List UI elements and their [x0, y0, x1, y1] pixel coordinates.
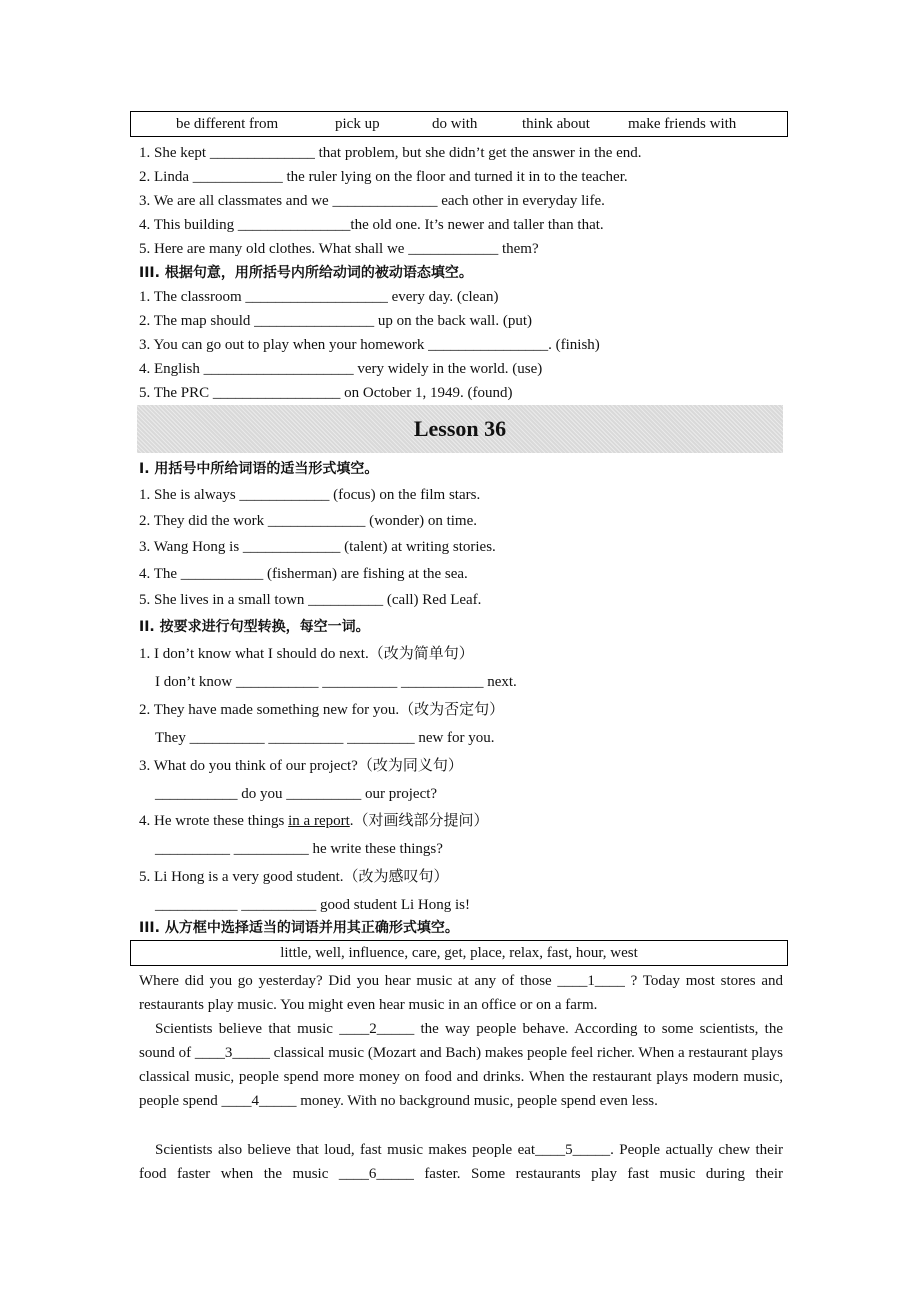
l36-p2-q5: 5. Li Hong is a very good student.（改为感叹句） [139, 869, 449, 885]
lesson-title: Lesson 36 [413, 416, 507, 441]
l36-p1-item-5: 5. She lives in a small town __________ (call) Red Leaf. [139, 592, 482, 608]
passage-para-3: Scientists also believe that loud, fast music makes people eat____5_____. People actually chew their food faster when the music ____6_____ faster. Some restaurants play fast music during their [139, 1142, 783, 1182]
phrase-4: think about [522, 116, 590, 132]
lesson-banner [137, 405, 783, 453]
word-box-text: little, well, influence, care, get, place, relax, fast, hour, west [280, 945, 638, 961]
l36-p2-q3: 3. What do you think of our project?（改为同义句） [139, 758, 463, 774]
word-box [130, 940, 788, 966]
passage-para-1: Where did you go yesterday? Did you hear music at any of those ____1____ ? Today most stores and restaurants play music. You might even hear music in an office or on a farm. [139, 973, 783, 1013]
l36-p2-a2: They __________ __________ _________ new for you. [155, 730, 495, 746]
l36-p1-heading: I. 用括号中所给词语的适当形式填空。 [139, 461, 379, 477]
l36-p3-heading: III. 从方框中选择适当的词语并用其正确形式填空。 [139, 920, 459, 936]
s3-item-4: 4. English ____________________ very widely in the world. (use) [139, 361, 543, 377]
s3-item-2: 2. The map should ________________ up on the back wall. (put) [139, 313, 533, 329]
l36-p2-a3: ___________ do you __________ our project? [155, 786, 438, 802]
l36-p2-q1: 1. I don’t know what I should do next.（改为简单句） [139, 646, 474, 662]
phrase-2: pick up [335, 116, 380, 132]
s2-item-4: 4. This building _______________the old one. It’s newer and taller than that. [139, 217, 604, 233]
l36-p1-item-1: 1. She is always ____________ (focus) on the film stars. [139, 487, 481, 503]
s2-item-1: 1. She kept ______________ that problem, but she didn’t get the answer in the end. [139, 145, 642, 161]
s2-item-2: 2. Linda ____________ the ruler lying on the floor and turned it in to the teacher. [139, 169, 628, 185]
l36-p1-item-4: 4. The ___________ (fisherman) are fishing at the sea. [139, 566, 468, 582]
phrase-box [130, 111, 788, 137]
l36-p2-q4-pre: 4. He wrote these things [139, 813, 289, 829]
l36-p2-q4-post: .（对画线部分提问） [349, 813, 489, 829]
s3-heading: III. 根据句意，用所括号内所给动词的被动语态填空。 [139, 265, 473, 281]
l36-p2-heading: II. 按要求进行句型转换，每空一词。 [139, 619, 370, 635]
l36-p1-item-3: 3. Wang Hong is _____________ (talent) at writing stories. [139, 539, 496, 555]
s3-item-5: 5. The PRC _________________ on October 1, 1949. (found) [139, 385, 513, 401]
s3-item-3: 3. You can go out to play when your homework ________________. (finish) [139, 337, 600, 353]
phrase-5: make friends with [628, 116, 737, 132]
phrase-1: be different from [176, 116, 279, 132]
l36-p2-a5: ___________ __________ good student Li Hong is! [155, 897, 470, 913]
s2-item-3: 3. We are all classmates and we ______________ each other in everyday life. [139, 193, 605, 209]
l36-p2-q4-underlined: in a report [288, 813, 350, 829]
l36-p2-q2: 2. They have made something new for you.（改为否定句） [139, 702, 505, 718]
l36-p1-item-2: 2. They did the work _____________ (wonder) on time. [139, 513, 478, 529]
l36-p2-q4 [139, 811, 489, 831]
l36-p2-a1: I don’t know ___________ __________ ___________ next. [155, 674, 517, 690]
s2-item-5: 5. Here are many old clothes. What shall we ____________ them? [139, 241, 539, 257]
l36-p2-a4: __________ __________ he write these things? [155, 841, 443, 857]
s3-item-1: 1. The classroom ___________________ every day. (clean) [139, 289, 499, 305]
passage-para-2: Scientists believe that music ____2_____ the way people behave. According to some scientists, the sound of ____3_____ classical music (Mozart and Bach) makes people feel richer. When a restaurant plays classical music, people spend more money on food and drinks. When the restaurant plays modern music, people spend ____4_____ money. With no background music, people spend even less. [139, 1021, 783, 1109]
phrase-3: do with [432, 116, 478, 132]
